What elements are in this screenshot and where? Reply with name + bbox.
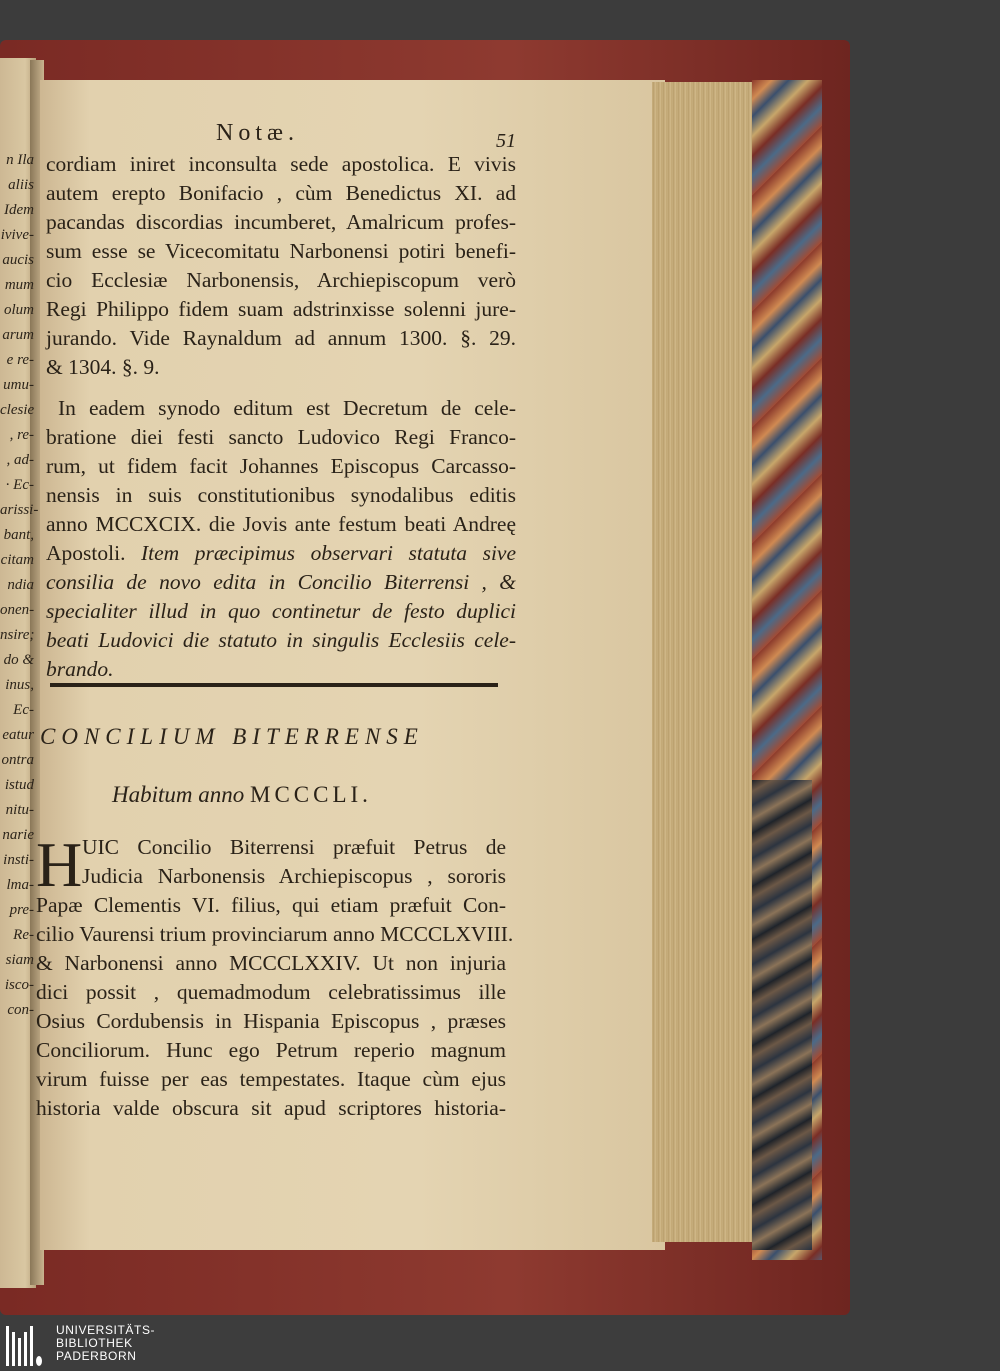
text-line: historia valde obscura sit apud scriptores historia- [36,1096,506,1120]
text-roman: Apostoli. [46,541,126,565]
margin-word: , re- [9,427,34,443]
margin-word: Ec- [13,702,34,718]
left-page-margin-text [0,148,39,1023]
text-line-italic: consilia de novo edita in Concilio Biterrensi , & [46,570,516,594]
margin-word: ndia [7,577,34,593]
margin-word: olum [4,302,34,318]
margin-word: inus, [5,677,34,693]
margin-word: aucis [2,252,34,268]
text-line-italic: specialiter illud in quo continetur de festo duplici [46,599,516,623]
margin-word: Re- [13,927,34,943]
margin-word: eatur [2,727,34,743]
margin-word: e re- [6,352,34,368]
margin-word: siam [5,952,34,968]
text-line: & 1304. §. 9. [46,355,160,379]
margin-word: nitu- [5,802,34,818]
paragraph-1 [46,150,516,382]
text-line-italic: beati Ludovici die statuto in singulis Ecclesiis cele- [46,628,516,652]
margin-word: onen- [0,602,35,618]
marbled-endpaper-dark [752,780,812,1250]
margin-word: narie [2,827,34,843]
text-line: sum esse se Vicecomitatu Narbonensi potiri benefi- [46,239,516,263]
margin-word: do & [3,652,34,668]
text-line: UIC Concilio Biterrensi præfuit Petrus de [82,835,506,859]
text-line: cilio Vaurensi trium provinciarum anno MCCCLXVIII. [36,922,514,946]
margin-word: umu- [3,377,34,393]
margin-word: aliis [8,177,34,193]
margin-word: · Ec- [5,477,34,493]
margin-word: ontra [1,752,34,768]
text-line: pacandas discordias incumberet, Amalricum profes- [46,210,516,234]
text-line: cio Ecclesiæ Narbonensis, Archiepiscopum verò [46,268,516,292]
drop-capital: H [36,829,83,900]
margin-word: bant, [3,527,34,543]
text-line: In eadem synodo editum est Decretum de cele- [58,396,516,420]
text-line-mixed [46,539,516,568]
margin-word: insti- [3,852,34,868]
page-edges [652,82,752,1242]
section-subtitle [112,782,372,808]
text-line: Osius Cordubensis in Hispania Episcopus , præses [36,1009,506,1033]
library-name-line: BIBLIOTHEK [56,1336,133,1350]
text-line: Judicia Narbonensis Archiepiscopus , sororis [82,864,506,888]
margin-word: con- [7,1002,34,1018]
margin-word: istud [4,777,34,793]
margin-word: nsire; [0,627,35,643]
margin-word: clesie [0,402,35,418]
section-body [36,829,514,1123]
page-header [46,120,516,150]
text-line: rum, ut fidem facit Johannes Episcopus Carcasso- [46,454,516,478]
text-line: dici possit , quemadmodum celebratissimus ille [36,980,506,1004]
text-line: Papæ Clementis VI. filius, qui etiam præfuit Con- [36,893,506,917]
running-head: Notæ. [216,120,300,146]
section-rule [50,683,498,687]
margin-word: pre- [9,902,34,918]
library-name [56,1324,155,1363]
text-line: jurando. Vide Raynaldum ad annum 1300. §. 29. [46,326,516,350]
subtitle-year: MCCCLI. [250,782,372,807]
text-line: bratione diei festi sancto Ludovico Regi Franco- [46,425,516,449]
margin-word: arissi- [0,502,39,518]
text-line: virum fuisse per eas tempestates. Itaque cùm ejus [36,1067,506,1091]
margin-word: arum [2,327,34,343]
margin-word: n Ila [6,152,34,168]
subtitle-text: Habitum anno [112,782,245,807]
library-logo-icon [6,1326,44,1366]
page-text [46,120,516,684]
margin-word: citam [0,552,34,568]
text-line: Conciliorum. Hunc ego Petrum reperio magnum [36,1038,506,1062]
library-name-line: UNIVERSITÄTS- [56,1323,156,1337]
text-line: nensis in suis constitutionibus synodalibus editis [46,483,516,507]
library-name-line: PADERBORN [56,1349,137,1363]
margin-word: Idem [4,202,34,218]
paragraph-2 [46,394,516,684]
library-footer [0,1320,1000,1371]
margin-word: mum [4,277,34,293]
page-number: 51 [496,130,516,152]
text-italic: Item præcipimus observari statuta sive [140,541,516,565]
text-line: & Narbonensi anno MCCCLXXIV. Ut non injuria [36,951,506,975]
text-line: cordiam iniret inconsulta sede apostolica. E vivis [46,152,516,176]
text-line: anno MCCXCIX. die Jovis ante festum beati Andreę [46,512,516,536]
margin-word: ivive- [0,227,34,243]
text-line: autem erepto Bonifacio , cùm Benedictus XI. ad [46,181,516,205]
text-line-italic: brando. [46,657,114,681]
section-title: CONCILIUM BITERRENSE [40,724,424,749]
margin-word: lma- [6,877,34,893]
margin-word: , ad- [6,452,34,468]
text-line: Regi Philippo fidem suam adstrinxisse solenni jure- [46,297,516,321]
margin-word: isco- [4,977,34,993]
